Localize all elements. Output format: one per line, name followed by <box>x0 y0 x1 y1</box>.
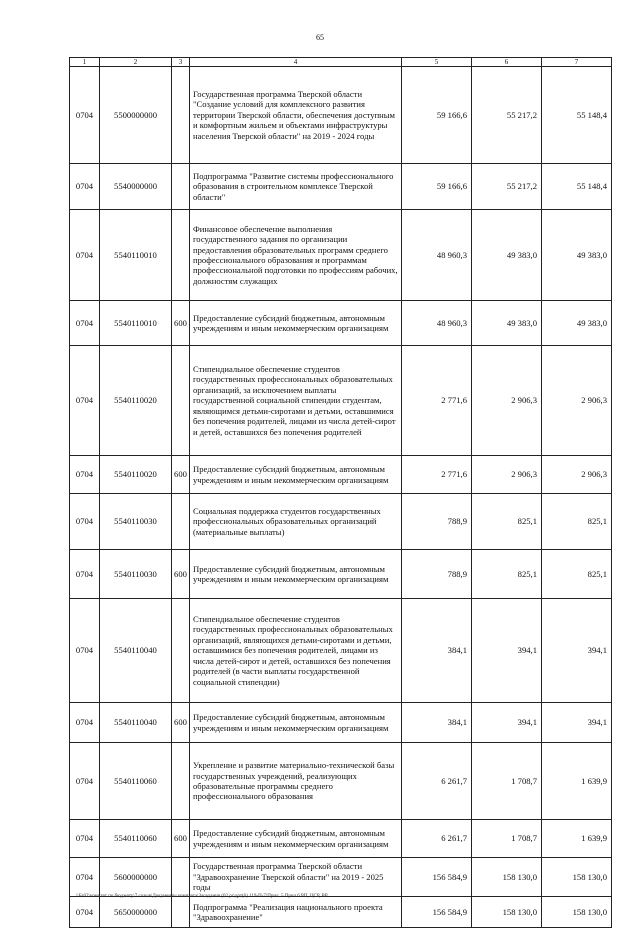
section-code-cell: 0704 <box>70 456 100 494</box>
table-row <box>70 820 612 858</box>
table-row <box>70 897 612 928</box>
amount-cell: 394,1 <box>542 703 612 743</box>
section-code-cell: 0704 <box>70 820 100 858</box>
amount-cell: 156 584,9 <box>402 897 472 928</box>
table-row <box>70 494 612 550</box>
column-number: 1 <box>70 58 100 67</box>
section-code-cell: 0704 <box>70 897 100 928</box>
table-row <box>70 456 612 494</box>
expense-type-cell: 600 <box>172 820 190 858</box>
table-row <box>70 550 612 599</box>
table-row <box>70 599 612 703</box>
budget-table <box>69 57 612 928</box>
amount-cell: 6 261,7 <box>402 820 472 858</box>
section-code-cell: 0704 <box>70 743 100 820</box>
amount-cell: 2 906,3 <box>542 346 612 456</box>
amount-cell: 55 148,4 <box>542 67 612 164</box>
item-name-cell: Предоставление субсидий бюджетным, автономным учреждениям и иным некоммерческим организациям <box>190 703 402 743</box>
amount-cell: 55 217,2 <box>472 67 542 164</box>
item-name-cell: Подпрограмма "Развитие системы профессионального образования в строительном комплексе Тверской области" <box>190 164 402 210</box>
expense-type-cell <box>172 743 190 820</box>
table-row <box>70 703 612 743</box>
column-number: 2 <box>100 58 172 67</box>
section-code-cell: 0704 <box>70 599 100 703</box>
amount-cell: 1 639,9 <box>542 820 612 858</box>
target-code-cell: 5540110030 <box>100 550 172 599</box>
amount-cell: 48 960,3 <box>402 301 472 346</box>
target-code-cell: 5540110030 <box>100 494 172 550</box>
item-name-cell: Предоставление субсидий бюджетным, автономным учреждениям и иным некоммерческим организациям <box>190 550 402 599</box>
item-name-cell: Укрепление и развитие материально-технической базы государственных учреждений, реализующих образовательные программы среднего профессионального образования <box>190 743 402 820</box>
amount-cell: 1 708,7 <box>472 743 542 820</box>
section-code-cell: 0704 <box>70 550 100 599</box>
expense-type-cell <box>172 599 190 703</box>
target-code-cell: 5540110040 <box>100 599 172 703</box>
page-number: 65 <box>316 33 324 42</box>
amount-cell: 2 771,6 <box>402 346 472 456</box>
amount-cell: 825,1 <box>542 550 612 599</box>
target-code-cell: 5540110020 <box>100 456 172 494</box>
column-number: 5 <box>402 58 472 67</box>
section-code-cell: 0704 <box>70 703 100 743</box>
section-code-cell: 0704 <box>70 346 100 456</box>
item-name-cell: Социальная поддержка студентов государственных профессиональных образовательных организаций (материальные выплаты) <box>190 494 402 550</box>
amount-cell: 55 148,4 <box>542 164 612 210</box>
section-code-cell: 0704 <box>70 494 100 550</box>
section-code-cell: 0704 <box>70 210 100 301</box>
amount-cell: 158 130,0 <box>472 858 542 897</box>
table-row <box>70 858 612 897</box>
expense-type-cell <box>172 164 190 210</box>
target-code-cell: 5650000000 <box>100 897 172 928</box>
target-code-cell: 5500000000 <box>100 67 172 164</box>
item-name-cell: Предоставление субсидий бюджетным, автономным учреждениям и иным некоммерческим организациям <box>190 820 402 858</box>
target-code-cell: 5540000000 <box>100 164 172 210</box>
amount-cell: 158 130,0 <box>472 897 542 928</box>
table-row <box>70 346 612 456</box>
amount-cell: 825,1 <box>472 494 542 550</box>
item-name-cell: Стипендиальное обеспечение студентов государственных профессиональных образовательных организаций, за исключением выплаты государственной социальной стипендии студентам, являющимся детьми-сиротами и детьми, оставшимися без попечения родителей, лицами из числа детей-сирот и детей, оставшихся без попечения родителей <box>190 346 402 456</box>
item-name-cell: Государственная программа Тверской области "Создание условий для комплексного развития территории Тверской области, обеспечения доступным и комфортным жильем и объектами инфраструктуры населения Тверской области" на 2019 - 2024 годы <box>190 67 402 164</box>
table-row <box>70 210 612 301</box>
amount-cell: 49 383,0 <box>472 210 542 301</box>
amount-cell: 59 166,6 <box>402 67 472 164</box>
target-code-cell: 5540110010 <box>100 301 172 346</box>
expense-type-cell <box>172 67 190 164</box>
section-code-cell: 0704 <box>70 301 100 346</box>
amount-cell: 394,1 <box>472 703 542 743</box>
item-name-cell: Предоставление субсидий бюджетным, автономным учреждениям и иным некоммерческим организациям <box>190 301 402 346</box>
item-name-cell: Предоставление субсидий бюджетным, автономным учреждениям и иным некоммерческим организациям <box>190 456 402 494</box>
column-number-row <box>70 58 612 67</box>
table-row <box>70 164 612 210</box>
expense-type-cell: 600 <box>172 456 190 494</box>
target-code-cell: 5540110040 <box>100 703 172 743</box>
item-name-cell: Финансовое обеспечение выполнения государственного задания по организации предоставления образовательных программ среднего профессионального образования и программам профессиональной подготовки по профессиям рабочих, должностям служащих <box>190 210 402 301</box>
amount-cell: 825,1 <box>472 550 542 599</box>
amount-cell: 2 906,3 <box>542 456 612 494</box>
expense-type-cell <box>172 210 190 301</box>
amount-cell: 788,9 <box>402 550 472 599</box>
file-path-footer: \\Fs02\комитет по бюджету\7 созыв\Документы комитета\Заседания (02.pr\дрт(6) 119-П-7\Прил. 5 Прил.6 РП, ЦСР, ВР <box>76 894 328 899</box>
target-code-cell: 5540110010 <box>100 210 172 301</box>
expense-type-cell <box>172 494 190 550</box>
amount-cell: 156 584,9 <box>402 858 472 897</box>
amount-cell: 6 261,7 <box>402 743 472 820</box>
amount-cell: 49 383,0 <box>542 210 612 301</box>
expense-type-cell <box>172 897 190 928</box>
amount-cell: 49 383,0 <box>472 301 542 346</box>
amount-cell: 158 130,0 <box>542 897 612 928</box>
table-row <box>70 67 612 164</box>
column-number: 4 <box>190 58 402 67</box>
amount-cell: 394,1 <box>472 599 542 703</box>
item-name-cell: Подпрограмма "Реализация национального проекта "Здравоохранение" <box>190 897 402 928</box>
expense-type-cell: 600 <box>172 703 190 743</box>
column-number: 6 <box>472 58 542 67</box>
amount-cell: 384,1 <box>402 599 472 703</box>
table-row <box>70 301 612 346</box>
target-code-cell: 5540110060 <box>100 820 172 858</box>
expense-type-cell <box>172 858 190 897</box>
amount-cell: 384,1 <box>402 703 472 743</box>
item-name-cell: Государственная программа Тверской области "Здравоохранение Тверской области" на 2019 - 2025 годы <box>190 858 402 897</box>
expense-type-cell: 600 <box>172 550 190 599</box>
section-code-cell: 0704 <box>70 164 100 210</box>
amount-cell: 49 383,0 <box>542 301 612 346</box>
target-code-cell: 5600000000 <box>100 858 172 897</box>
expense-type-cell <box>172 346 190 456</box>
amount-cell: 2 906,3 <box>472 346 542 456</box>
table-row <box>70 743 612 820</box>
target-code-cell: 5540110060 <box>100 743 172 820</box>
section-code-cell: 0704 <box>70 858 100 897</box>
amount-cell: 55 217,2 <box>472 164 542 210</box>
section-code-cell: 0704 <box>70 67 100 164</box>
amount-cell: 1 708,7 <box>472 820 542 858</box>
amount-cell: 2 906,3 <box>472 456 542 494</box>
amount-cell: 48 960,3 <box>402 210 472 301</box>
amount-cell: 59 166,6 <box>402 164 472 210</box>
amount-cell: 825,1 <box>542 494 612 550</box>
target-code-cell: 5540110020 <box>100 346 172 456</box>
amount-cell: 158 130,0 <box>542 858 612 897</box>
column-number: 3 <box>172 58 190 67</box>
amount-cell: 2 771,6 <box>402 456 472 494</box>
item-name-cell: Стипендиальное обеспечение студентов государственных профессиональных образовательных организаций, являющихся детьми-сиротами и детьми, оставшимися без попечения родителей, лицами из числа детей-сирот и детей, оставшихся без попечения родителей (в части выплаты государственной социальной стипендии) <box>190 599 402 703</box>
column-number: 7 <box>542 58 612 67</box>
amount-cell: 1 639,9 <box>542 743 612 820</box>
expense-type-cell: 600 <box>172 301 190 346</box>
amount-cell: 394,1 <box>542 599 612 703</box>
amount-cell: 788,9 <box>402 494 472 550</box>
